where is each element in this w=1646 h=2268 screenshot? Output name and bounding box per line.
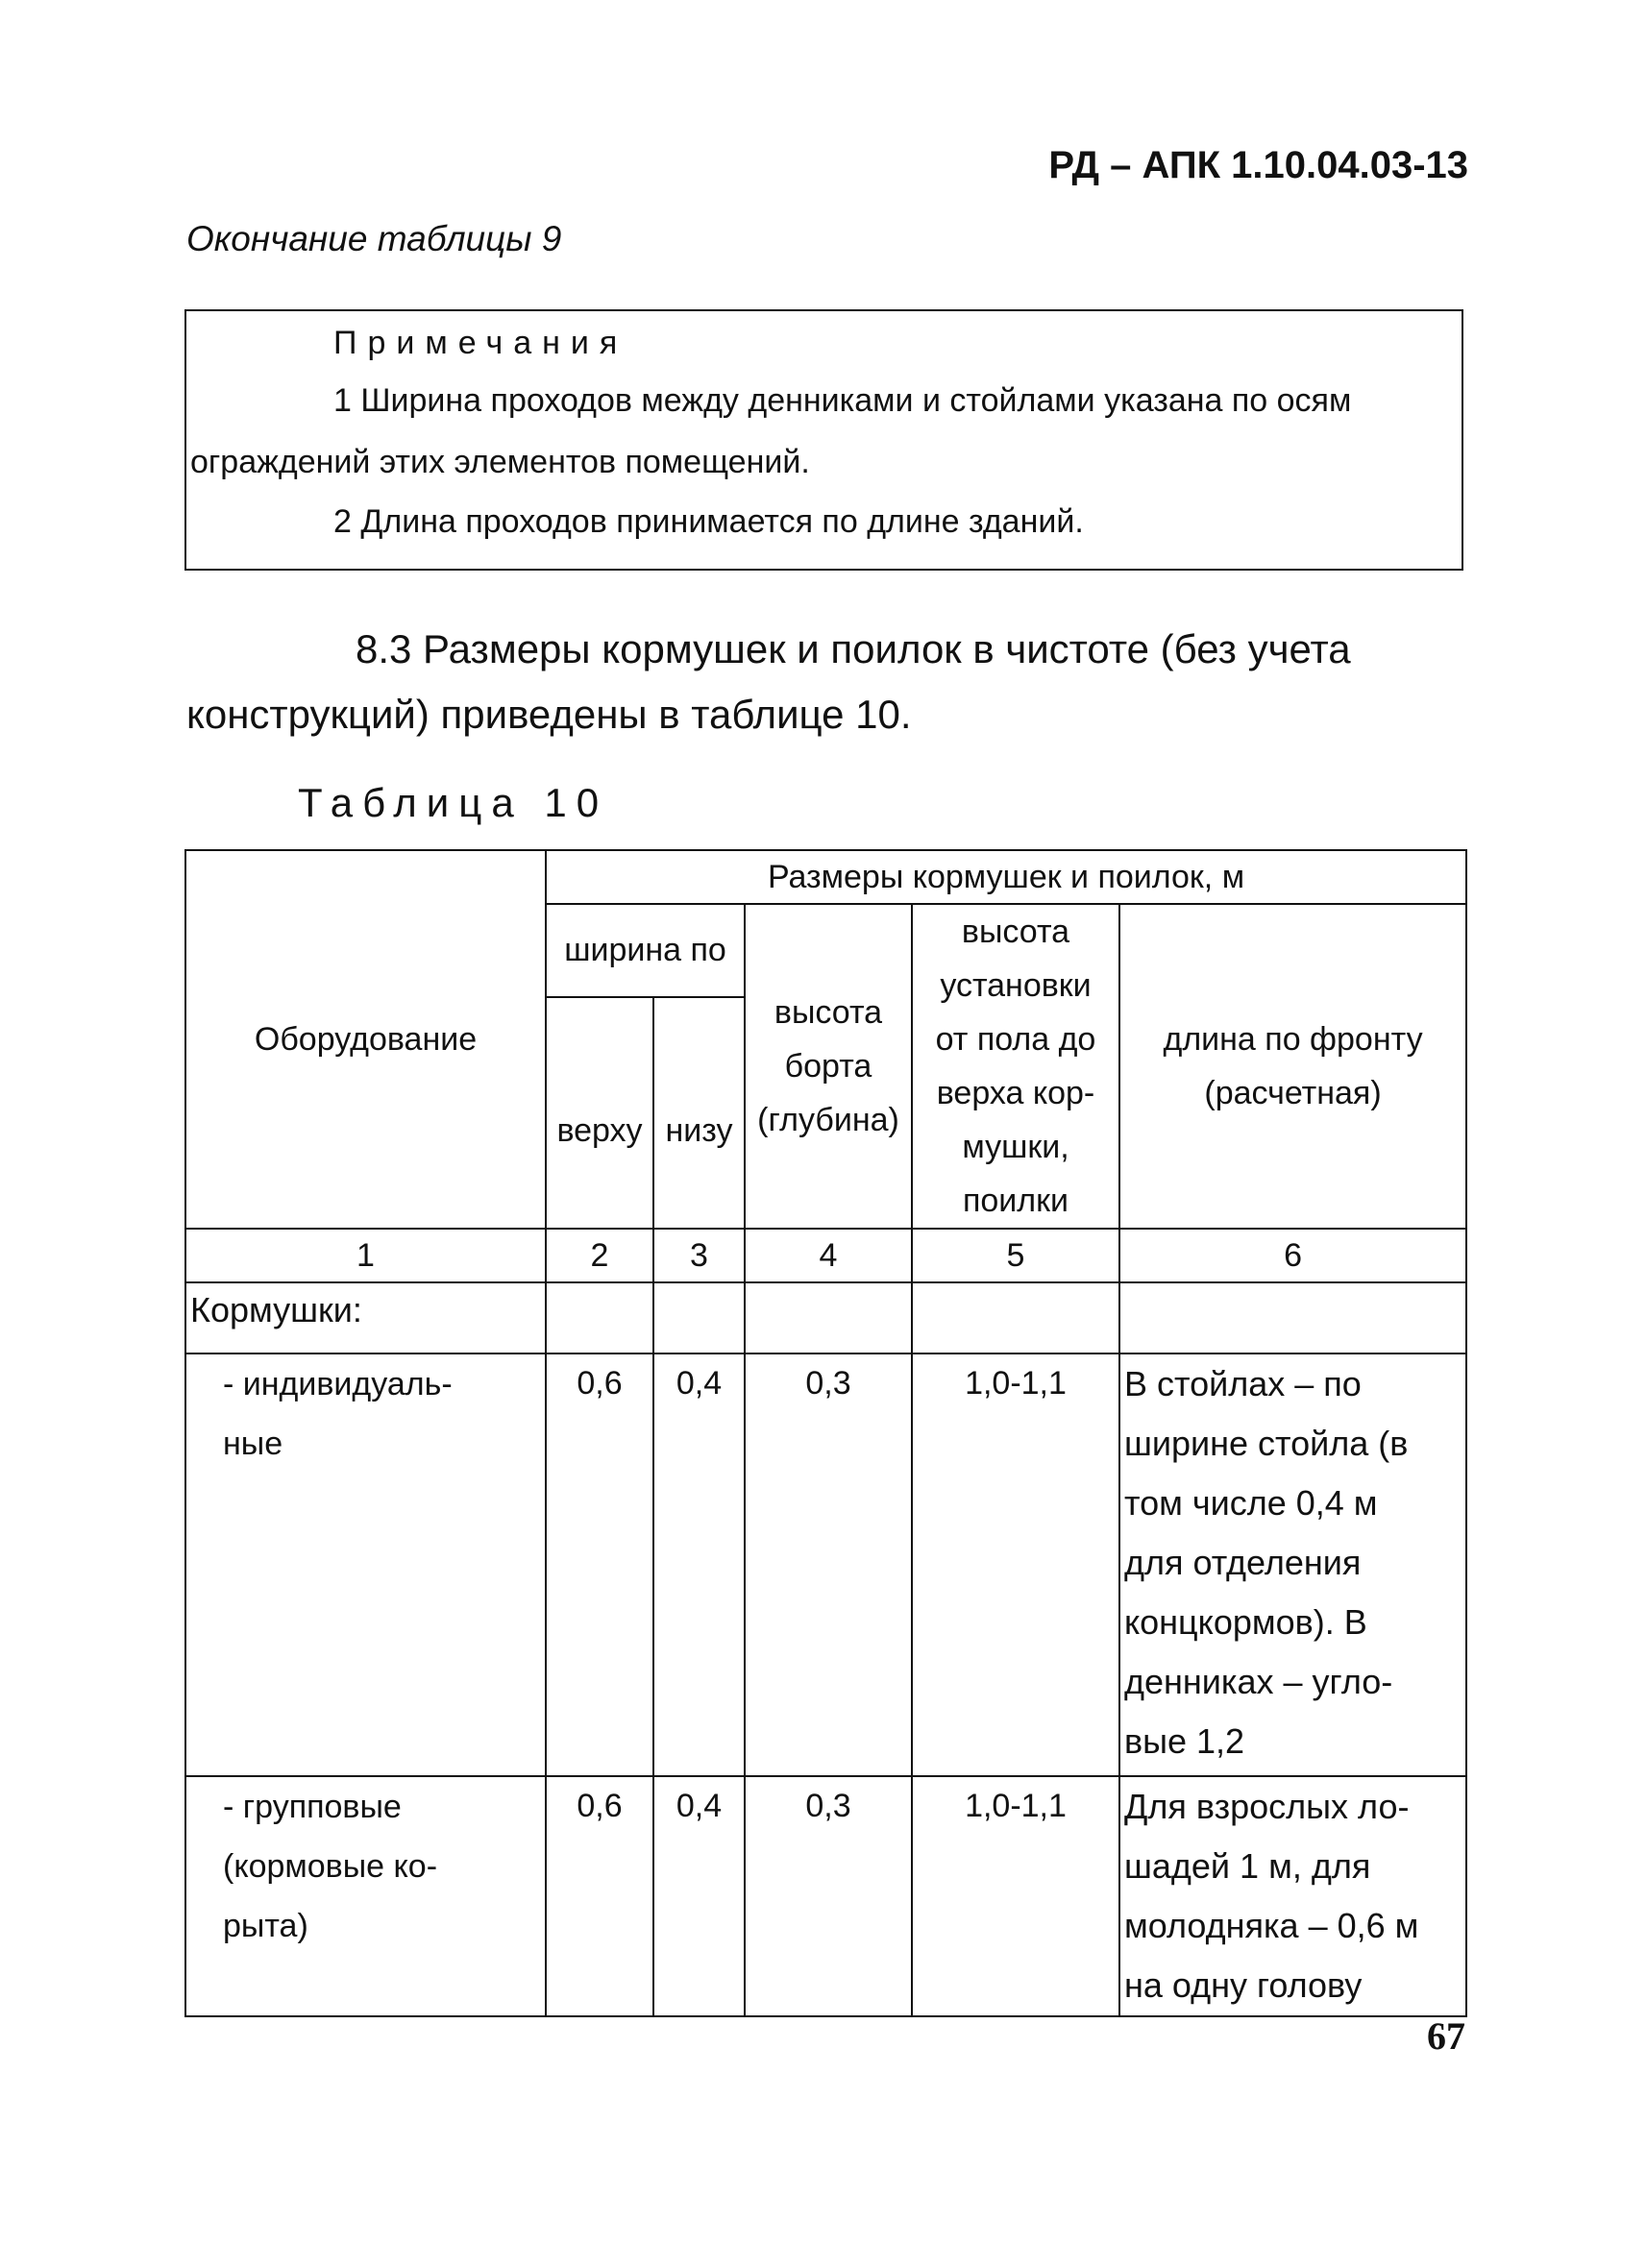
header-front-length: длина по фронту (расчетная) <box>1119 904 1466 1229</box>
col-number-4: 4 <box>745 1229 912 1282</box>
row-1-top: 0,6 <box>546 1353 653 1776</box>
header-width-bottom: низу <box>653 997 745 1229</box>
page-number: 67 <box>1427 2014 1465 2058</box>
table-row <box>185 1353 1466 1776</box>
table-caption: Таблица 10 <box>298 780 609 825</box>
row-1-front: В стойлах – по ширине стойла (в том числе 0,4 м для отделения концкормов). В денниках – угло- вые 1,2 <box>1119 1353 1466 1776</box>
note-1-line-2: ограждений этих элементов помещений. <box>190 444 810 480</box>
header-install-height: высота установки от пола до верха кор- мушки, поилки <box>912 904 1119 1229</box>
row-2-install: 1,0-1,1 <box>912 1776 1119 2016</box>
column-number-row <box>185 1229 1466 1282</box>
table-row <box>185 1776 1466 2016</box>
notes-box <box>184 309 1463 571</box>
header-side-height: высота борта (глубина) <box>745 904 912 1229</box>
col-number-3: 3 <box>653 1229 745 1282</box>
row-2-side: 0,3 <box>745 1776 912 2016</box>
header-width-by: ширина по <box>546 904 745 997</box>
table-10 <box>184 849 1467 2017</box>
row-1-bottom: 0,4 <box>653 1353 745 1776</box>
header-equipment: Оборудование <box>185 850 546 1229</box>
paragraph-line-1: 8.3 Размеры кормушек и поилок в чистоте (без учета <box>356 626 1351 671</box>
col-number-6: 6 <box>1119 1229 1466 1282</box>
col-number-2: 2 <box>546 1229 653 1282</box>
header-width-top: верху <box>546 997 653 1229</box>
row-1-install: 1,0-1,1 <box>912 1353 1119 1776</box>
row-2-equipment: - групповые (кормовые ко- рыта) <box>185 1776 546 2016</box>
table-row-group <box>185 1282 1466 1353</box>
header-sizes-group: Размеры кормушек и поилок, м <box>546 850 1466 904</box>
document-code: РД – АПК 1.10.04.03-13 <box>1048 144 1468 186</box>
row-2-bottom: 0,4 <box>653 1776 745 2016</box>
row-2-front: Для взрослых ло- шадей 1 м, для молодняка – 0,6 м на одну голову <box>1119 1776 1466 2016</box>
paragraph-line-2: конструкций) приведены в таблице 10. <box>186 692 912 737</box>
group-label-feeders: Кормушки: <box>185 1282 546 1353</box>
note-2: 2 Длина проходов принимается по длине зданий. <box>333 503 1084 540</box>
col-number-5: 5 <box>912 1229 1119 1282</box>
col-number-1: 1 <box>185 1229 546 1282</box>
table-continuation-caption: Окончание таблицы 9 <box>186 219 562 258</box>
row-1-side: 0,3 <box>745 1353 912 1776</box>
row-2-top: 0,6 <box>546 1776 653 2016</box>
notes-heading: Примечания <box>333 325 628 361</box>
note-1-line-1: 1 Ширина проходов между денниками и стойлами указана по осям <box>333 382 1352 419</box>
row-1-equipment: - индивидуаль- ные <box>185 1353 546 1776</box>
